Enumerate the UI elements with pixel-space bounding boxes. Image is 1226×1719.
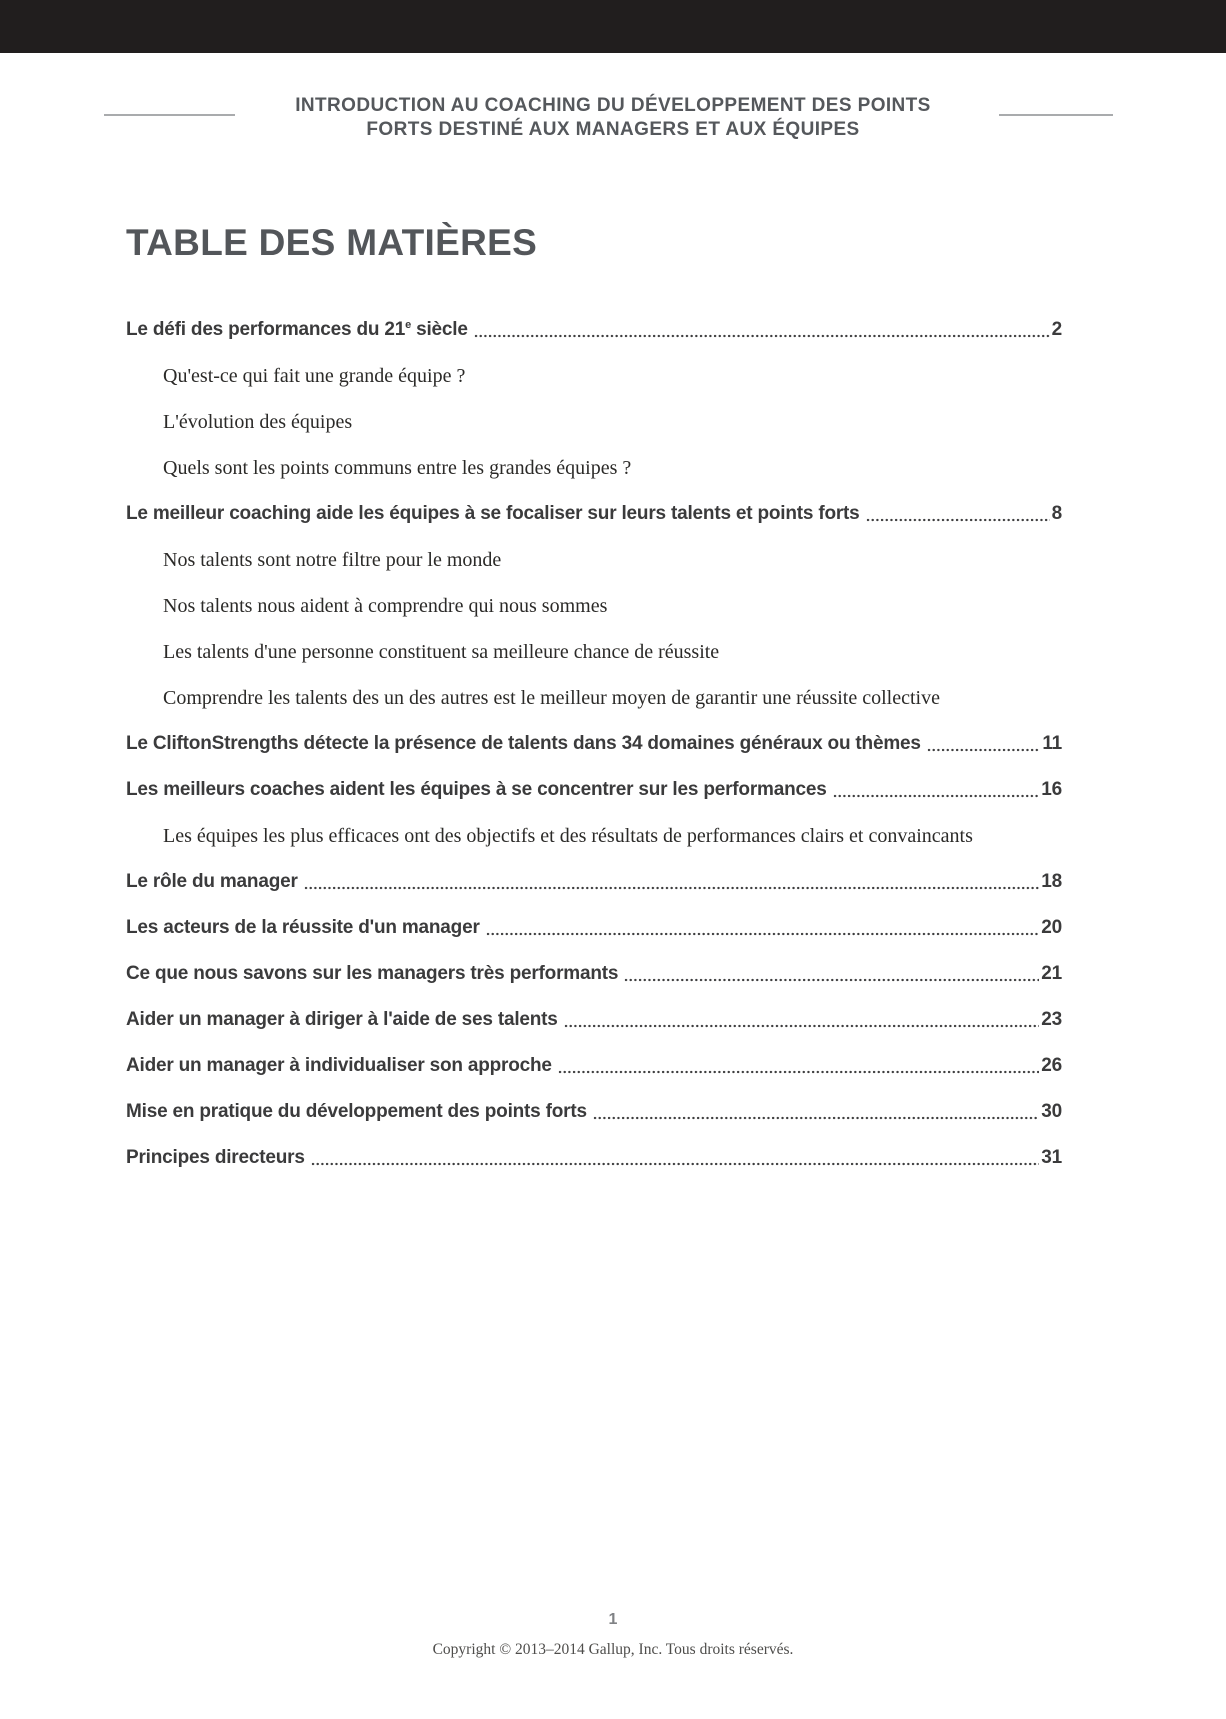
toc-entry-label: Principes directeurs	[126, 1147, 305, 1168]
toc-entry-label: Nos talents nous aident à comprendre qui nous sommes	[163, 595, 608, 617]
toc-entry-label: Aider un manager à individualiser son approche	[126, 1055, 552, 1076]
toc-page-number: 2	[1051, 319, 1062, 340]
footer-copyright: Copyright © 2013–2014 Gallup, Inc. Tous droits réservés.	[432, 1641, 794, 1658]
toc-subentry	[126, 640, 1062, 664]
dot-leader	[486, 916, 1040, 940]
header-rule-right	[999, 114, 1113, 116]
toc-entry-label: Les acteurs de la réussite d'un manager	[126, 917, 480, 938]
toc-page-number: 23	[1041, 1009, 1062, 1030]
toc-page-number: 26	[1041, 1055, 1062, 1076]
toc-entry[interactable]	[126, 778, 1062, 802]
toc-entry-label: Le CliftonStrengths détecte la présence de talents dans 34 domaines généraux ou thèmes	[126, 733, 921, 754]
toc-entry-label: L'évolution des équipes	[163, 411, 353, 433]
toc-page-number: 21	[1041, 963, 1062, 984]
toc-entry-label: Quels sont les points communs entre les grandes équipes ?	[163, 457, 632, 479]
toc-entry[interactable]	[126, 1054, 1062, 1078]
header-rule-left	[104, 114, 235, 116]
running-header-title	[223, 94, 1003, 142]
toc-entry-label: Comprendre les talents des un des autres est le meilleur moyen de garantir une réussite collective	[163, 687, 940, 709]
dot-leader	[474, 318, 1050, 342]
toc-title: TABLE DES MATIÈRES	[126, 222, 538, 263]
toc-page-number: 30	[1041, 1101, 1062, 1122]
running-header-line1: INTRODUCTION AU COACHING DU DÉVELOPPEMENT DES POINTS	[295, 95, 931, 116]
toc-page-number: 8	[1051, 503, 1062, 524]
toc-subentry	[126, 410, 1062, 434]
running-header	[0, 0, 1226, 142]
toc-subentry	[126, 824, 1062, 848]
toc-page-number: 16	[1041, 779, 1062, 800]
toc-subentry	[126, 456, 1062, 480]
toc-entry-label: Le rôle du manager	[126, 871, 298, 892]
toc-entry[interactable]	[126, 870, 1062, 894]
dot-leader	[927, 732, 1041, 756]
toc-entry[interactable]	[126, 1100, 1062, 1124]
toc-entry[interactable]	[126, 1008, 1062, 1032]
toc-entry[interactable]	[126, 502, 1062, 526]
toc-entry-label: Les talents d'une personne constituent sa meilleure chance de réussite	[163, 641, 720, 663]
toc-entry-label: Ce que nous savons sur les managers très performants	[126, 963, 619, 984]
running-header-line2: FORTS DESTINÉ AUX MANAGERS ET AUX ÉQUIPES	[366, 119, 860, 140]
toc-entry-label: Les équipes les plus efficaces ont des objectifs et des résultats de performances clairs et convaincants	[163, 825, 973, 847]
toc-entry-label: Nos talents sont notre filtre pour le monde	[163, 549, 502, 571]
toc-entry[interactable]	[126, 962, 1062, 986]
toc-subentry	[126, 548, 1062, 572]
toc-entry-label: Mise en pratique du développement des points forts	[126, 1101, 587, 1122]
toc-entry[interactable]	[126, 318, 1062, 342]
toc-entry-label: Le défi des performances du 21e siècle	[126, 319, 468, 340]
toc-page-number: 11	[1042, 733, 1062, 754]
toc-list	[126, 318, 1062, 1192]
toc-page-number: 31	[1041, 1147, 1062, 1168]
dot-leader	[624, 962, 1039, 986]
toc-entry-label: Les meilleurs coaches aident les équipes à se concentrer sur les performances	[126, 779, 827, 800]
dot-leader	[311, 1146, 1040, 1170]
dot-leader	[866, 502, 1050, 526]
superscript: e	[405, 319, 412, 331]
dot-leader	[593, 1100, 1039, 1124]
footer-page-number: 1	[608, 1611, 618, 1628]
toc-page-number: 20	[1041, 917, 1062, 938]
toc-entry[interactable]	[126, 732, 1062, 756]
toc-entry[interactable]	[126, 1146, 1062, 1170]
toc-subentry	[126, 594, 1062, 618]
dot-leader	[833, 778, 1040, 802]
toc-entry-label: Aider un manager à diriger à l'aide de ses talents	[126, 1009, 558, 1030]
toc-entry-label: Le meilleur coaching aide les équipes à se focaliser sur leurs talents et points forts	[126, 503, 860, 524]
toc-entry[interactable]	[126, 916, 1062, 940]
toc-subentry	[126, 686, 1062, 710]
dot-leader	[304, 870, 1040, 894]
toc-page-number: 18	[1041, 871, 1062, 892]
dot-leader	[558, 1054, 1039, 1078]
dot-leader	[564, 1008, 1040, 1032]
toc-entry-label: Qu'est-ce qui fait une grande équipe ?	[163, 365, 466, 387]
toc-subentry	[126, 364, 1062, 388]
